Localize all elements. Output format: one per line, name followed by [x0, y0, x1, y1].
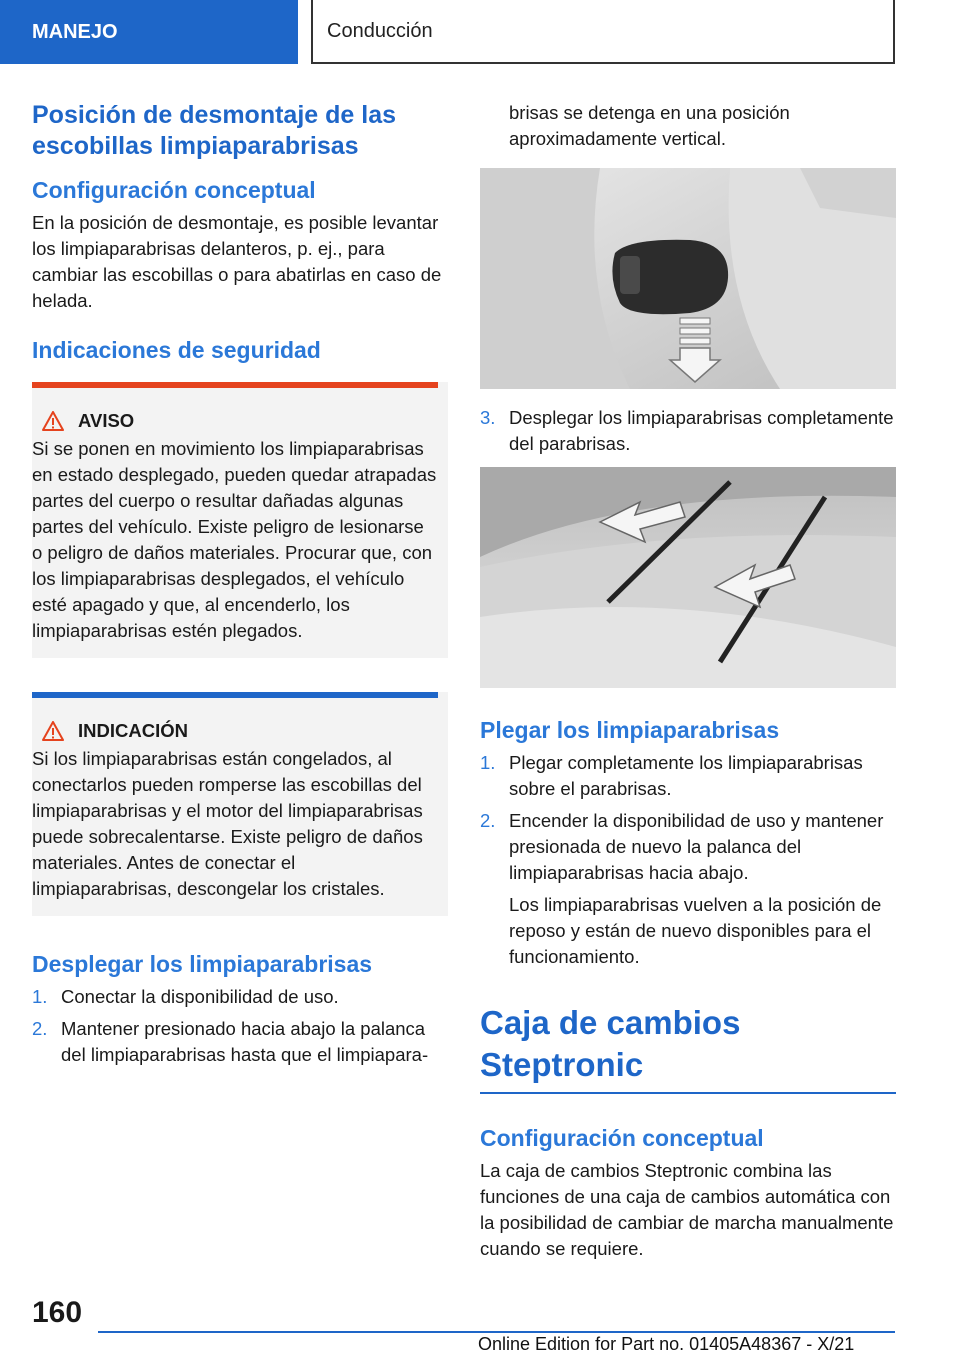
safety-heading: Indicaciones de seguridad	[32, 337, 321, 363]
fold-steps	[480, 750, 896, 886]
unfold-heading: Desplegar los limpiaparabrisas	[32, 951, 373, 977]
steptronic-rule	[480, 1092, 896, 1094]
warning-text: Si se ponen en movimiento los limpiaparabrisas en estado desplegado, pueden quedar atrapadas partes del cuerpo o resultar dañadas algunas partes del vehículo. Existe peligro de lesionarse o peligro de daños materiales. Procurar que, con los limpiaparabrisas desplegados, el vehículo esté apagado y que, al encenderlo, los limpiaparabrisas estén plegados.	[32, 438, 437, 641]
concept-heading: Configuración conceptual	[32, 177, 316, 203]
notice-label: INDICACIÓN	[78, 720, 188, 741]
warning-triangle-icon	[42, 411, 64, 431]
page-number: 160	[32, 1296, 83, 1329]
list-item: 3. Desplegar los limpiaparabrisas completamente del parabrisas.	[480, 407, 894, 454]
section-tab	[0, 0, 298, 64]
page-title: Posición de desmontaje de las escobillas limpiaparabrisas	[32, 101, 397, 160]
wiper-unfold-image	[480, 467, 896, 688]
chapter-label: Conducción	[327, 19, 433, 42]
list-item: 2. Mantener presionado hacia abajo la palanca del limpiaparabrisas hasta que el limpiapara-	[32, 1018, 429, 1065]
footer-rule	[98, 1331, 895, 1333]
chapter-header	[311, 0, 895, 64]
footer-edition: Online Edition for Part no. 01405A48367 - X/21	[478, 1334, 855, 1354]
unfold-steps	[32, 984, 448, 1068]
continued-text: brisas se detenga en una posición aproximadamente vertical.	[509, 102, 790, 149]
notice-triangle-icon	[42, 721, 64, 741]
notice-box	[32, 692, 448, 916]
notice-bar	[32, 692, 438, 698]
wiper-lever-image	[480, 168, 896, 389]
fold-result-text: Los limpiaparabrisas vuelven a la posición de reposo y están de nuevo disponibles para el funcionamiento.	[509, 894, 882, 967]
steptronic-concept-heading: Configuración conceptual	[480, 1125, 764, 1151]
steptronic-text: La caja de cambios Steptronic combina las funciones de una caja de cambios automática con la posibilidad de cambiar de marcha manualmente cuando se requiere.	[480, 1160, 894, 1259]
warning-label: AVISO	[78, 410, 135, 431]
warning-box	[32, 382, 448, 658]
list-item: 1. Plegar completamente los limpiaparabrisas sobre el parabrisas.	[480, 752, 863, 799]
section-label: MANEJO	[32, 20, 118, 43]
steptronic-title: Caja de cambios Steptronic	[480, 1004, 741, 1083]
warning-bar	[32, 382, 438, 388]
left-column	[32, 100, 448, 1074]
fold-heading: Plegar los limpiaparabrisas	[480, 717, 780, 743]
notice-text: Si los limpiaparabrisas están congelados, al conectarlos pueden romperse las escobillas del limpiaparabrisas y el motor del limpiaparabrisas puede sobrecalentarse. Existe peligro de daños materiales. Antes de conectar el limpiaparabrisas, descongelar los cristales.	[32, 748, 423, 899]
right-column	[480, 100, 896, 1262]
list-item: 2. Encender la disponibilidad de uso y mantener presionada de nuevo la palanca del limpiaparabrisas hacia abajo.	[480, 810, 884, 883]
step3-list	[480, 405, 896, 457]
list-item: 1. Conectar la disponibilidad de uso.	[32, 986, 339, 1007]
concept-text: En la posición de desmontaje, es posible levantar los limpiaparabrisas delanteros, p. ej., para cambiar las escobillas o para abatirlas en caso de helada.	[32, 212, 442, 311]
